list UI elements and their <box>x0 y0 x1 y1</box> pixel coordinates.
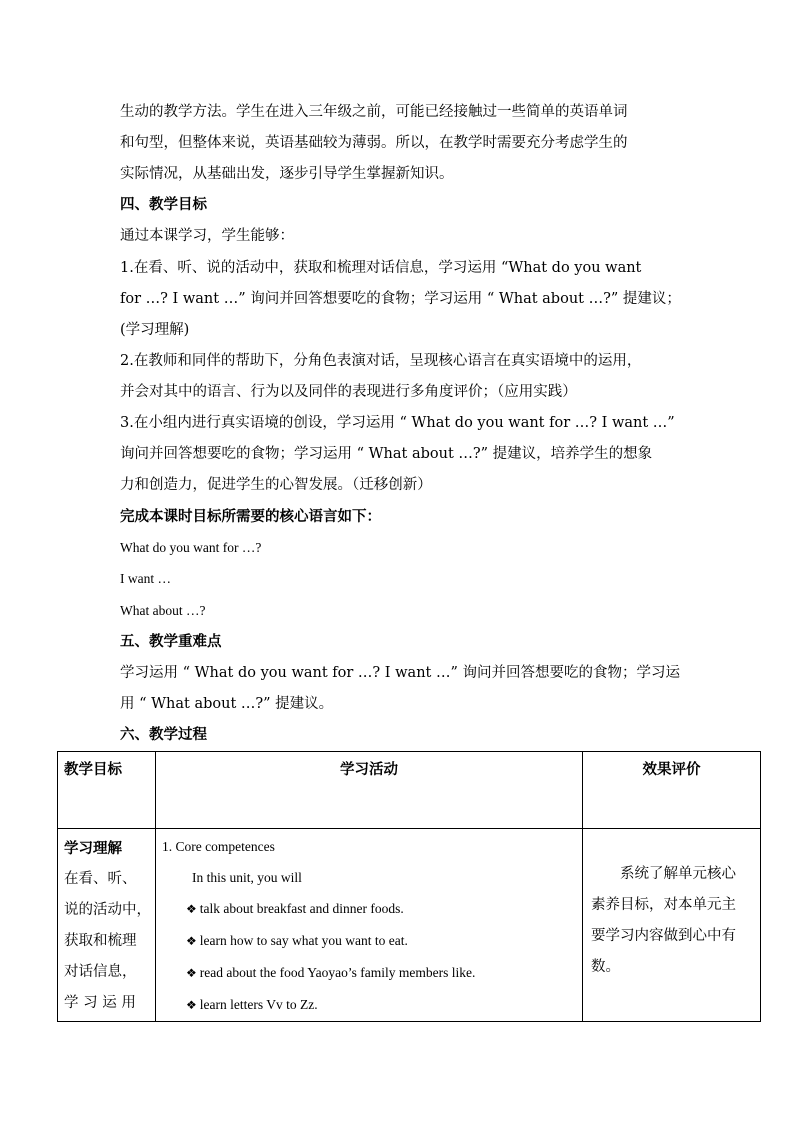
goal-cell <box>58 829 156 1022</box>
diamond-bullet-icon: ❖ <box>186 966 197 980</box>
core-language-item: What about …? <box>120 603 206 618</box>
activity-item: ❖ read about the food Yaoyao’s family members like. <box>186 965 476 980</box>
diamond-bullet-icon: ❖ <box>186 934 197 948</box>
table-header-row <box>58 752 761 829</box>
goal-line: 2.在教师和同伴的帮助下，分角色表演对话，呈现核心语言在真实语境中的运用， <box>120 353 642 369</box>
diamond-bullet-icon: ❖ <box>186 902 197 916</box>
intro-line: 实际情况，从基础出发，逐步引导学生掌握新知识。 <box>120 166 454 182</box>
goal-line: 3.在小组内进行真实语境的创设，学习运用 “ What do you want for …? I want …” <box>120 415 675 431</box>
diamond-bullet-icon: ❖ <box>186 998 197 1012</box>
key-points-line: 用 “ What about …?” 提建议。 <box>120 696 334 712</box>
evaluation-cell <box>583 829 761 1022</box>
goal-line: 询问并回答想要吃的食物；学习运用 “ What about …?” 提建议，培养学生的想象 <box>120 446 653 462</box>
goal-line: (学习理解) <box>120 322 190 338</box>
table-row <box>58 829 761 1022</box>
goal-text-line: 获取和梳理 <box>64 933 137 949</box>
goal-title: 学习理解 <box>64 840 122 857</box>
evaluation-line: 要学习内容做到心中有 <box>591 928 736 944</box>
core-language-item: What do you want for …? <box>120 540 262 555</box>
objectives-intro: 通过本课学习，学生能够： <box>120 228 294 244</box>
goal-text-line: 说的活动中， <box>64 902 151 918</box>
section-heading-key-points: 五、教学重难点 <box>120 633 222 650</box>
evaluation-line: 数。 <box>591 959 620 975</box>
header-activity: 学习活动 <box>156 752 583 829</box>
intro-line: 生动的教学方法。学生在进入三年级之前，可能已经接触过一些简单的英语单词 <box>120 104 628 120</box>
core-language-item: I want … <box>120 571 171 586</box>
intro-line: 和句型，但整体来说，英语基础较为薄弱。所以，在教学时需要充分考虑学生的 <box>120 135 628 151</box>
goal-line: 并会对其中的语言、行为以及同伴的表现进行多角度评价；（应用实践） <box>120 384 577 400</box>
activity-cell <box>156 829 583 1022</box>
evaluation-line: 素养目标，对本单元主 <box>591 897 736 913</box>
activity-intro: In this unit, you will <box>192 870 302 885</box>
section-heading-process: 六、教学过程 <box>120 726 207 743</box>
goal-text-line: 在看、听、 <box>64 871 137 887</box>
goal-line: for …? I want …” 询问并回答想要吃的食物；学习运用 “ What about …?” 提建议； <box>120 291 681 307</box>
key-points-line: 学习运用 “ What do you want for …? I want …” 询问并回答想要吃的食物；学习运 <box>120 665 680 681</box>
goal-line: 力和创造力，促进学生的心智发展。（迁移创新） <box>120 477 432 493</box>
goal-text-line: 学 习 运 用 <box>64 995 136 1011</box>
teaching-process-table <box>57 751 761 1022</box>
goal-line: 1.在看、听、说的活动中，获取和梳理对话信息，学习运用 “What do you want <box>120 260 642 276</box>
section-heading-objectives: 四、教学目标 <box>120 196 207 213</box>
header-goal: 教学目标 <box>58 752 156 829</box>
goal-text-line: 对话信息， <box>64 964 137 980</box>
activity-title: 1. Core competences <box>162 839 275 854</box>
activity-item: ❖ talk about breakfast and dinner foods. <box>186 901 404 916</box>
activity-item: ❖ learn how to say what you want to eat. <box>186 933 408 948</box>
core-language-heading: 完成本课时目标所需要的核心语言如下： <box>120 508 381 525</box>
activity-item: ❖ learn letters Vv to Zz. <box>186 997 318 1012</box>
evaluation-line: 系统了解单元核心 <box>591 866 736 882</box>
header-evaluation: 效果评价 <box>583 752 761 829</box>
